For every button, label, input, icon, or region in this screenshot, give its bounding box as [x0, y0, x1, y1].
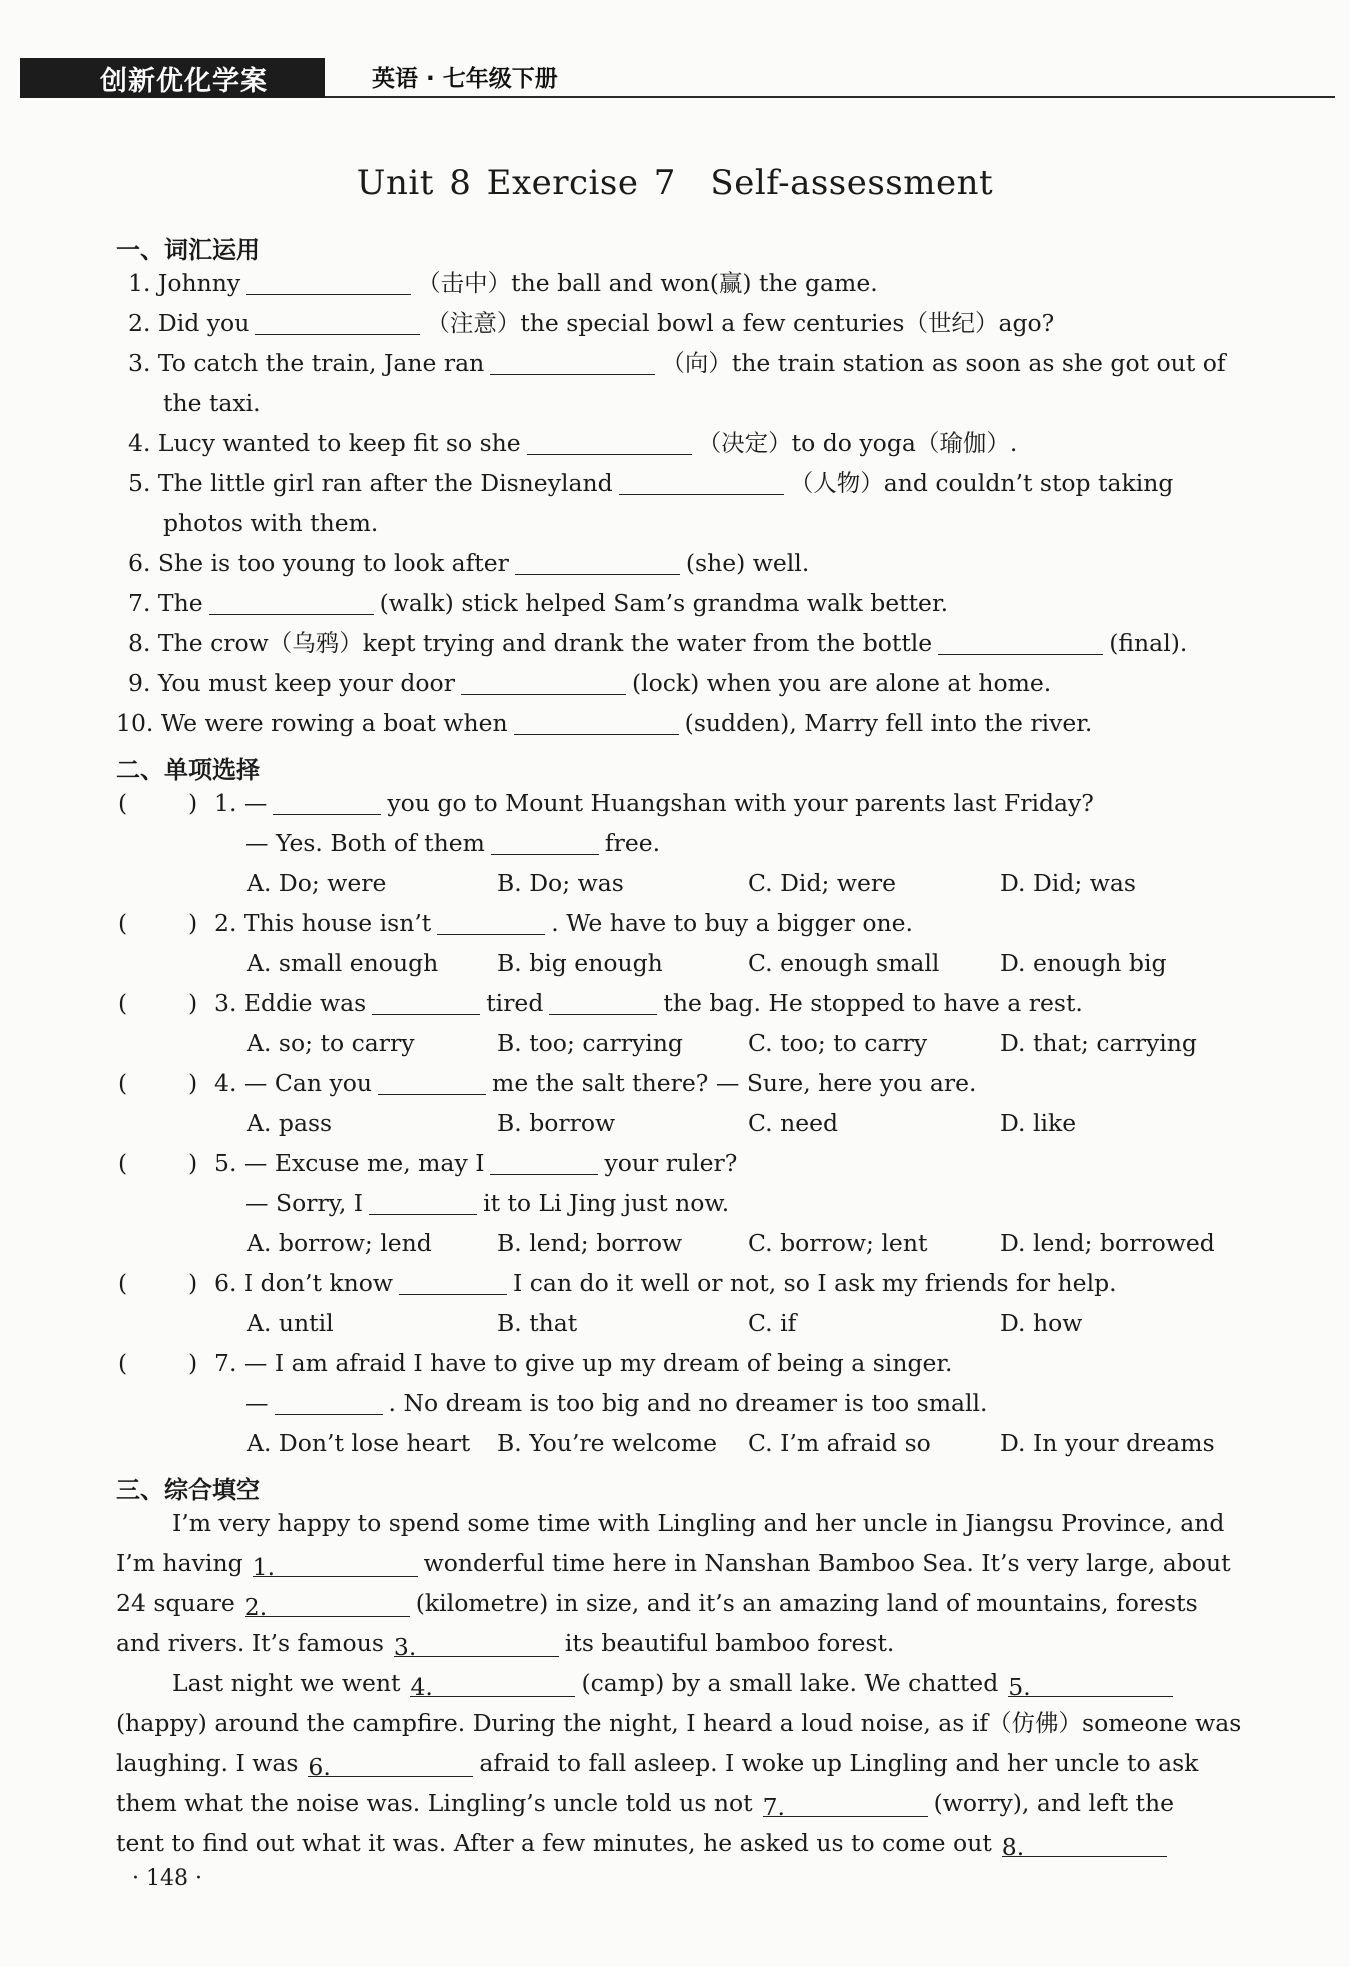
subject-label: 英语 · 七年级下册: [372, 66, 558, 92]
passage-line: them what the noise was. Lingling’s uncle told us not 7. (worry), and left the: [116, 1789, 1175, 1821]
answer-blank[interactable]: [514, 710, 679, 735]
passage-line: tent to find out what it was. After a few minutes, he asked us to come out 8.: [116, 1828, 1167, 1858]
option-a[interactable]: A. Do; were: [247, 869, 387, 897]
vocab-item-cont: the taxi.: [163, 389, 261, 417]
option-a[interactable]: A. pass: [247, 1109, 333, 1137]
answer-paren-close: ): [188, 1269, 198, 1297]
mc-question: 5. — Excuse me, may I your ruler?: [214, 1149, 738, 1177]
answer-paren-close: ): [188, 1349, 198, 1377]
vocab-item: 9. You must keep your door (lock) when you are alone at home.: [128, 669, 1052, 697]
answer-paren-close: ): [188, 989, 198, 1017]
vocab-item: 10. We were rowing a boat when (sudden), Marry fell into the river.: [116, 709, 1093, 737]
answer-paren-open: (: [118, 909, 128, 937]
option-d[interactable]: D. In your dreams: [1000, 1429, 1215, 1457]
answer-paren-open: (: [118, 1149, 128, 1177]
answer-paren-open: (: [118, 789, 128, 817]
option-a[interactable]: A. borrow; lend: [247, 1229, 432, 1257]
option-a[interactable]: A. so; to carry: [247, 1029, 415, 1057]
answer-blank[interactable]: [549, 990, 657, 1015]
answer-paren-close: ): [188, 909, 198, 937]
answer-blank[interactable]: [490, 1150, 598, 1175]
answer-blank[interactable]: [209, 590, 374, 615]
option-d[interactable]: D. lend; borrowed: [1000, 1229, 1215, 1257]
vocab-item: 3. To catch the train, Jane ran （向）the train station as soon as she got out of: [128, 349, 1226, 377]
answer-blank[interactable]: 3.: [394, 1632, 559, 1657]
option-d[interactable]: D. how: [1000, 1309, 1083, 1337]
option-c[interactable]: C. borrow; lent: [748, 1229, 928, 1257]
answer-blank[interactable]: 4.: [410, 1672, 575, 1697]
vocab-item: 6. She is too young to look after (she) well.: [128, 549, 810, 577]
option-d[interactable]: D. like: [1000, 1109, 1077, 1137]
mc-question: 1. — you go to Mount Huangshan with your parents last Friday?: [214, 789, 1094, 817]
mc-question-line: — Yes. Both of them free.: [245, 829, 661, 857]
answer-blank[interactable]: [619, 470, 784, 495]
option-c[interactable]: C. if: [748, 1309, 797, 1337]
passage-line: and rivers. It’s famous 3. its beautiful bamboo forest.: [116, 1629, 895, 1661]
mc-question: 2. This house isn’t . We have to buy a bigger one.: [214, 909, 913, 937]
answer-blank[interactable]: [437, 910, 545, 935]
option-a[interactable]: A. small enough: [247, 949, 439, 977]
answer-blank[interactable]: [399, 1270, 507, 1295]
answer-paren-open: (: [118, 989, 128, 1017]
answer-blank[interactable]: [255, 310, 420, 335]
option-d[interactable]: D. Did; was: [1000, 869, 1136, 897]
section-heading: 三、综合填空: [116, 1476, 260, 1504]
option-c[interactable]: C. I’m afraid so: [748, 1429, 931, 1457]
answer-blank[interactable]: [515, 550, 680, 575]
option-c[interactable]: C. need: [748, 1109, 839, 1137]
answer-paren-close: ): [188, 1069, 198, 1097]
option-c[interactable]: C. Did; were: [748, 869, 897, 897]
option-d[interactable]: D. that; carrying: [1000, 1029, 1197, 1057]
vocab-item: 4. Lucy wanted to keep fit so she （决定）to do yoga（瑜伽）.: [128, 429, 1018, 457]
answer-blank[interactable]: [275, 1390, 383, 1415]
mc-question: 7. — I am afraid I have to give up my dream of being a singer.: [214, 1349, 953, 1377]
option-a[interactable]: A. Don’t lose heart: [247, 1429, 471, 1457]
option-b[interactable]: B. that: [497, 1309, 578, 1337]
passage-line: (happy) around the campfire. During the night, I heard a loud noise, as if（仿佛）someone was: [116, 1709, 1242, 1737]
passage-line: I’m having 1. wonderful time here in Nanshan Bamboo Sea. It’s very large, about: [116, 1549, 1231, 1581]
answer-blank[interactable]: [938, 630, 1103, 655]
option-b[interactable]: B. You’re welcome: [497, 1429, 718, 1457]
option-b[interactable]: B. borrow: [497, 1109, 616, 1137]
passage-line: 24 square 2. (kilometre) in size, and it’s an amazing land of mountains, forests: [116, 1589, 1198, 1621]
answer-blank[interactable]: 1.: [253, 1552, 418, 1577]
answer-paren-open: (: [118, 1069, 128, 1097]
answer-blank[interactable]: [372, 990, 480, 1015]
brand-logo: 创新优化学案: [100, 65, 268, 97]
passage-line: laughing. I was 6. afraid to fall asleep. I woke up Lingling and her uncle to ask: [116, 1749, 1199, 1781]
answer-blank[interactable]: [246, 270, 411, 295]
answer-blank[interactable]: 6.: [308, 1752, 473, 1777]
vocab-item: 7. The (walk) stick helped Sam’s grandma walk better.: [128, 589, 949, 617]
section-heading: 一、词汇运用: [116, 236, 260, 264]
vocab-item-cont: photos with them.: [163, 509, 379, 537]
answer-blank[interactable]: [491, 830, 599, 855]
answer-blank[interactable]: [490, 350, 655, 375]
answer-blank[interactable]: [378, 1070, 486, 1095]
vocab-item: 2. Did you （注意）the special bowl a few centuries（世纪）ago?: [128, 309, 1055, 337]
mc-question-line: — . No dream is too big and no dreamer is too small.: [245, 1389, 988, 1417]
page-title: Unit 8 Exercise 7 Self-assessment: [356, 163, 994, 203]
answer-blank[interactable]: 7.: [763, 1792, 928, 1817]
answer-paren-close: ): [188, 789, 198, 817]
answer-blank[interactable]: [527, 430, 692, 455]
option-b[interactable]: B. lend; borrow: [497, 1229, 683, 1257]
answer-blank[interactable]: [273, 790, 381, 815]
passage-line: I’m very happy to spend some time with Lingling and her uncle in Jiangsu Province, and: [172, 1509, 1225, 1537]
mc-question: 3. Eddie was tired the bag. He stopped to have a rest.: [214, 989, 1083, 1017]
answer-paren-open: (: [118, 1269, 128, 1297]
option-d[interactable]: D. enough big: [1000, 949, 1167, 977]
vocab-item: 5. The little girl ran after the Disneyland （人物）and couldn’t stop taking: [128, 469, 1174, 497]
answer-blank[interactable]: 5.: [1008, 1672, 1173, 1697]
answer-blank[interactable]: 8.: [1002, 1832, 1167, 1857]
page-number: · 148 ·: [132, 1866, 202, 1891]
mc-question: 6. I don’t know I can do it well or not, so I ask my friends for help.: [214, 1269, 1117, 1297]
option-b[interactable]: B. too; carrying: [497, 1029, 683, 1057]
option-c[interactable]: C. too; to carry: [748, 1029, 928, 1057]
option-b[interactable]: B. Do; was: [497, 869, 624, 897]
answer-paren-open: (: [118, 1349, 128, 1377]
vocab-item: 1. Johnny （击中）the ball and won(赢) the game.: [128, 269, 878, 297]
option-b[interactable]: B. big enough: [497, 949, 663, 977]
option-a[interactable]: A. until: [247, 1309, 334, 1337]
option-c[interactable]: C. enough small: [748, 949, 940, 977]
header-rule: [325, 96, 1335, 98]
answer-blank[interactable]: [369, 1190, 477, 1215]
vocab-item: 8. The crow（乌鸦）kept trying and drank the water from the bottle (final).: [128, 629, 1188, 657]
passage-line: Last night we went 4. (camp) by a small lake. We chatted 5.: [172, 1668, 1173, 1698]
answer-paren-close: ): [188, 1149, 198, 1177]
mc-question: 4. — Can you me the salt there? — Sure, here you are.: [214, 1069, 977, 1097]
answer-blank[interactable]: [461, 670, 626, 695]
mc-question-line: — Sorry, I it to Li Jing just now.: [245, 1189, 730, 1217]
answer-blank[interactable]: 2.: [245, 1592, 410, 1617]
section-heading: 二、单项选择: [116, 756, 260, 784]
